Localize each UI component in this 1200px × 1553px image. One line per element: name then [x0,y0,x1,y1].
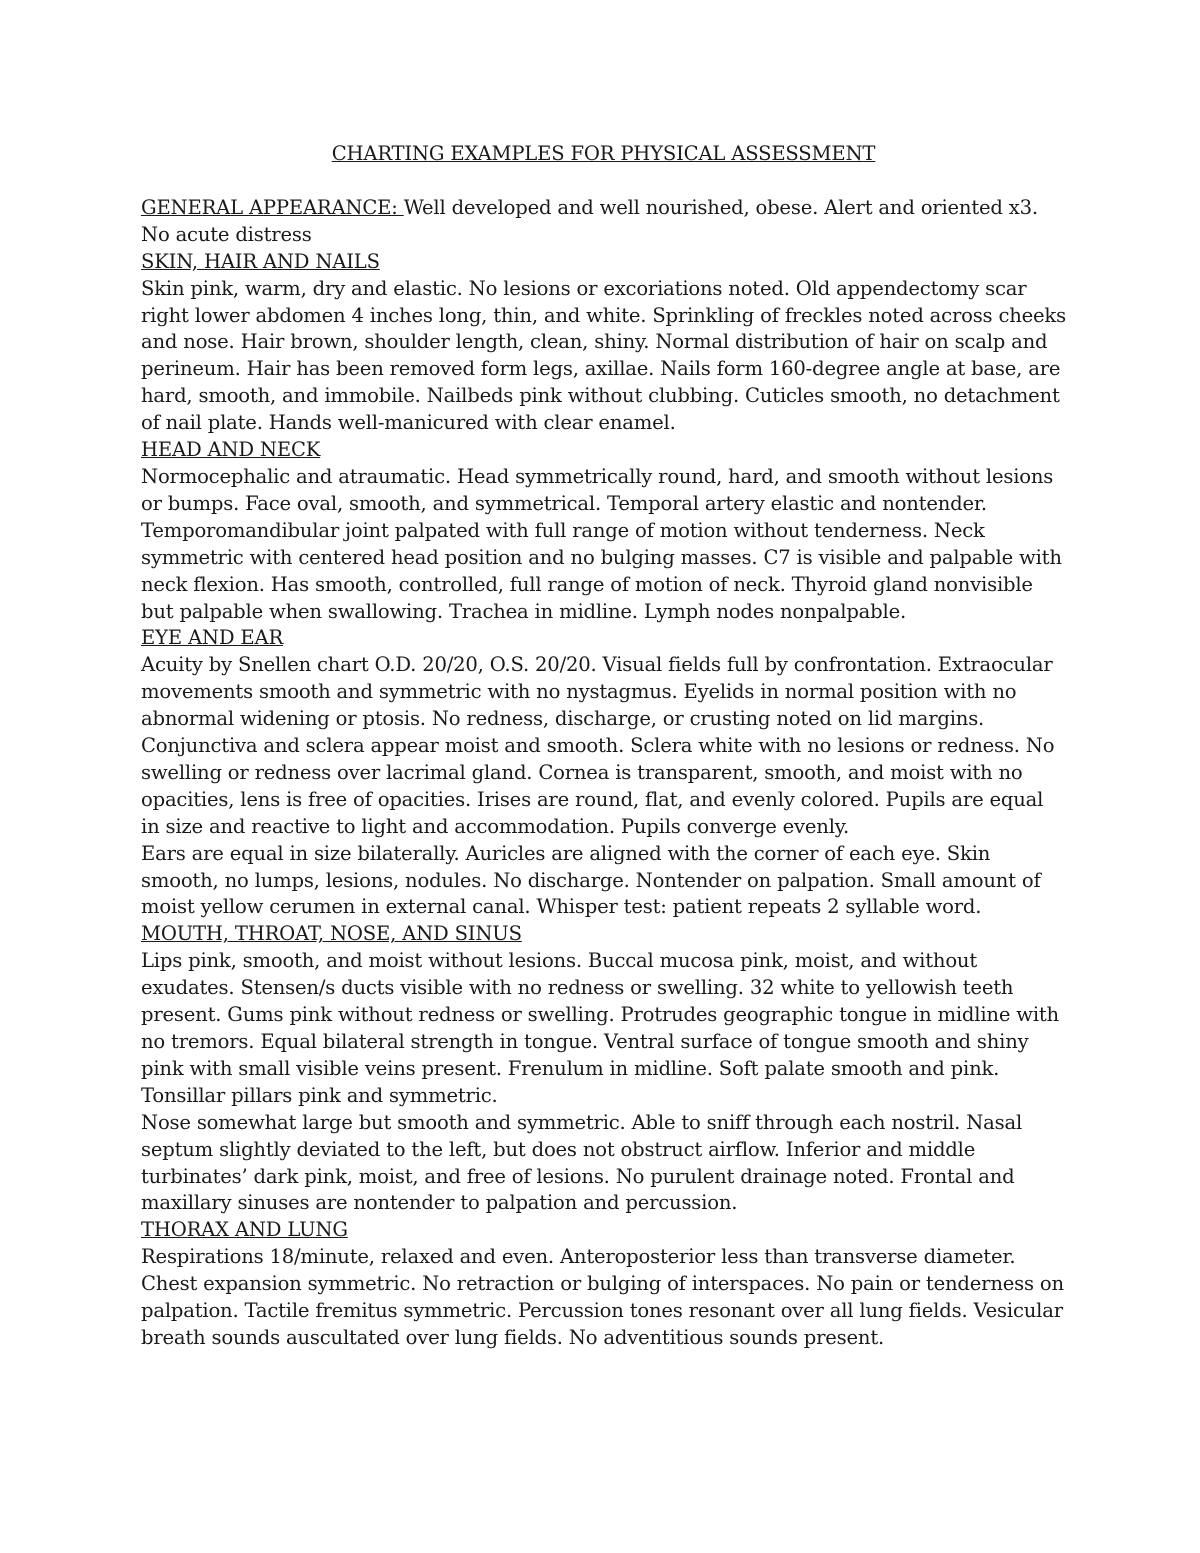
section-paragraph: Normocephalic and atraumatic. Head symmetrically round, hard, and smooth without lesions or bumps. Face oval, smooth, and symmetrical. Temporal artery elastic and nontender. Temporomandibular joint palpated with full range of motion without tenderness. Neck symmetric with centered head position and no bulging masses. C7 is visible and palpable with neck flexion. Has smooth, controlled, full range of motion of neck. Thyroid gland nonvisible but palpable when swallowing. Trachea in midline. Lymph nodes nonpalpable. [141,464,1062,623]
section-paragraph: Ears are equal in size bilaterally. Auricles are aligned with the corner of each eye. Skin smooth, no lumps, lesions, nodules. No discharge. Nontender on palpation. Small amount of moist yellow cerumen in external canal. Whisper test: patient repeats 2 syllable word. [141,841,1041,919]
general-appearance-label: GENERAL APPEARANCE: [141,195,404,219]
document-title: CHARTING EXAMPLES FOR PHYSICAL ASSESSMENT [331,142,876,165]
section-paragraph: Respirations 18/minute, relaxed and even. Anteroposterior less than transverse diameter. Chest expansion symmetric. No retraction or bulging of interspaces. No pain or tenderness on palpation. Tactile fremitus symmetric. Percussion tones resonant over all lung fields. Vesicular breath sounds auscultated over lung fields. No adventitious sounds present. [141,1245,1064,1349]
section-paragraph: Acuity by Snellen chart O.D. 20/20, O.S. 20/20. Visual fields full by confrontation. Extraocular movements smooth and symmetric with no nystagmus. Eyelids in normal position with no abnormal widening or ptosis. No redness, discharge, or crusting noted on lid margins. Conjunctiva and sclera appear moist and smooth. Sclera white with no lesions or redness. No swelling or redness over lacrimal gland. Cornea is transparent, smooth, and moist with no opacities, lens is free of opacities. Irises are round, flat, and evenly colored. Pupils are equal in size and reactive to light and accommodation. Pupils converge evenly. [141,653,1055,838]
section-paragraph: Lips pink, smooth, and moist without lesions. Buccal mucosa pink, moist, and without exudates. Stensen/s ducts visible with no redness or swelling. 32 white to yellowish teeth present. Gums pink without redness or swelling. Protrudes geographic tongue in midline with no tremors. Equal bilateral strength in tongue. Ventral surface of tongue smooth and shiny pink with small visible veins present. Frenulum in midline. Soft palate smooth and pink. Tonsillar pillars pink and symmetric. [141,949,1059,1107]
section-heading-head-and-neck: HEAD AND NECK [141,438,321,462]
section-paragraph: Nose somewhat large but smooth and symmetric. Able to sniff through each nostril. Nasal septum slightly deviated to the left, but does not obstruct airflow. Inferior and middle turbinates’ dark pink, moist, and free of lesions. No purulent drainage noted. Frontal and maxillary sinuses are nontender to palpation and percussion. [141,1110,1023,1215]
section-heading-mouth-throat-nose-sinus: MOUTH, THROAT, NOSE, AND SINUS [141,922,522,946]
general-appearance-paragraph [141,195,1066,249]
section-heading-skin-hair-nails: SKIN, HAIR AND NAILS [141,249,380,273]
section-heading-thorax-and-lung: THORAX AND LUNG [141,1218,348,1242]
document-page [141,141,1066,1352]
general-appearance-text: Well developed and well nourished, obese. Alert and oriented x3. No acute distress [141,195,1038,246]
section-paragraph: Skin pink, warm, dry and elastic. No lesions or excoriations noted. Old appendectomy scar right lower abdomen 4 inches long, thin, and white. Sprinkling of freckles noted across cheeks and nose. Hair brown, shoulder length, clean, shiny. Normal distribution of hair on scalp and perineum. Hair has been removed form legs, axillae. Nails form 160-degree angle at base, are hard, smooth, and immobile. Nailbeds pink without clubbing. Cuticles smooth, no detachment of nail plate. Hands well-manicured with clear enamel. [141,276,1066,435]
section-heading-eye-and-ear: EYE AND EAR [141,626,284,650]
